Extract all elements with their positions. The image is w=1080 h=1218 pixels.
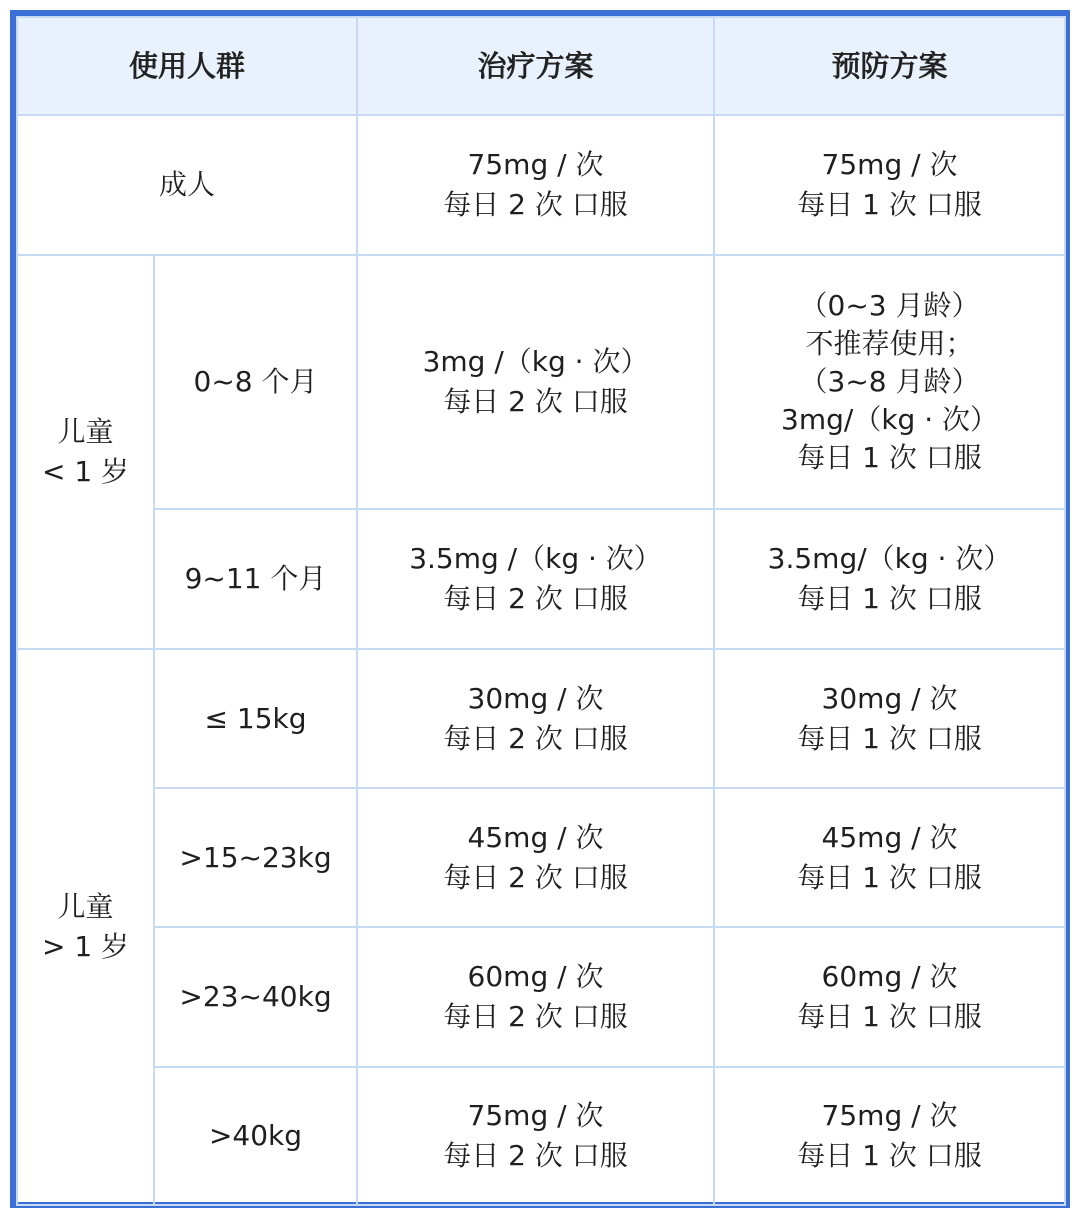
- group-label-line: < 1 岁: [41, 455, 130, 488]
- frequency-text: 每日 2 次 口服: [443, 385, 628, 418]
- prevention-cell: [714, 115, 1065, 255]
- frequency-text: 每日 2 次 口服: [443, 1139, 628, 1172]
- header-treatment: 治疗方案: [357, 17, 714, 115]
- frequency-text: 每日 1 次 口服: [797, 1000, 982, 1033]
- row-label-adult: 成人: [17, 115, 357, 255]
- table-row: [17, 1067, 1065, 1205]
- table-row: [17, 115, 1065, 255]
- frequency-text: 每日 1 次 口服: [797, 188, 982, 221]
- sub-label: 0~8 个月: [154, 255, 357, 509]
- sub-label: 9~11 个月: [154, 509, 357, 649]
- frequency-text: 每日 1 次 口服: [797, 721, 982, 755]
- dose-text: 75mg / 次: [467, 148, 604, 181]
- prevention-cell: [714, 1067, 1065, 1205]
- note-text: （3~8 月龄）: [799, 365, 980, 398]
- treatment-cell: [357, 255, 714, 509]
- dose-text: 45mg / 次: [467, 820, 604, 854]
- dose-text: 3.5mg /（kg · 次）: [409, 542, 662, 575]
- frequency-text: 每日 2 次 口服: [443, 582, 628, 615]
- note-text: 不推荐使用；: [805, 327, 974, 360]
- table-frame: [10, 10, 1070, 1208]
- treatment-cell: [357, 1067, 714, 1205]
- frequency-text: 每日 1 次 口服: [797, 1139, 982, 1172]
- table-row: [17, 649, 1065, 788]
- treatment-cell: [357, 115, 714, 255]
- dose-text: 3.5mg/（kg · 次）: [767, 542, 1012, 575]
- dose-text: 75mg / 次: [821, 1099, 958, 1132]
- sub-label: >40kg: [154, 1067, 357, 1205]
- note-text: （0~3 月龄）: [799, 289, 980, 322]
- prevention-cell: [714, 649, 1065, 788]
- frequency-text: 每日 1 次 口服: [797, 582, 982, 615]
- dose-text: 30mg / 次: [467, 681, 604, 715]
- header-row: [17, 17, 1065, 115]
- dosage-table: [16, 16, 1066, 1206]
- frequency-text: 每日 2 次 口服: [443, 1000, 628, 1033]
- table-row: [17, 509, 1065, 649]
- group-label-line: 儿童: [57, 415, 114, 448]
- treatment-cell: [357, 788, 714, 927]
- frequency-text: 每日 1 次 口服: [797, 441, 982, 474]
- table-row: [17, 788, 1065, 927]
- dose-text: 60mg / 次: [821, 960, 958, 993]
- group-label-child: [17, 649, 154, 1205]
- frequency-text: 每日 2 次 口服: [443, 860, 628, 894]
- table-row: [17, 927, 1065, 1067]
- dose-text: 3mg /（kg · 次）: [422, 345, 649, 378]
- group-label-infant: [17, 255, 154, 649]
- dose-text: 60mg / 次: [467, 960, 604, 993]
- frequency-text: 每日 2 次 口服: [443, 188, 628, 221]
- dose-text: 45mg / 次: [821, 820, 958, 854]
- dose-text: 30mg / 次: [821, 681, 958, 715]
- header-population: 使用人群: [17, 17, 357, 115]
- frequency-text: 每日 1 次 口服: [797, 860, 982, 894]
- dose-text: 3mg/（kg · 次）: [781, 403, 999, 436]
- prevention-cell: [714, 788, 1065, 927]
- treatment-cell: [357, 509, 714, 649]
- prevention-cell: [714, 927, 1065, 1067]
- group-label-line: 儿童: [57, 890, 114, 923]
- dose-text: 75mg / 次: [821, 148, 958, 181]
- header-prevention: 预防方案: [714, 17, 1065, 115]
- sub-label: >23~40kg: [154, 927, 357, 1067]
- prevention-cell: [714, 255, 1065, 509]
- table-row: [17, 255, 1065, 509]
- sub-label: >15~23kg: [154, 788, 357, 927]
- prevention-cell: [714, 509, 1065, 649]
- dose-text: 75mg / 次: [467, 1099, 604, 1132]
- treatment-cell: [357, 927, 714, 1067]
- sub-label: ≤ 15kg: [154, 649, 357, 788]
- frequency-text: 每日 2 次 口服: [443, 721, 628, 755]
- treatment-cell: [357, 649, 714, 788]
- group-label-line: > 1 岁: [41, 930, 130, 963]
